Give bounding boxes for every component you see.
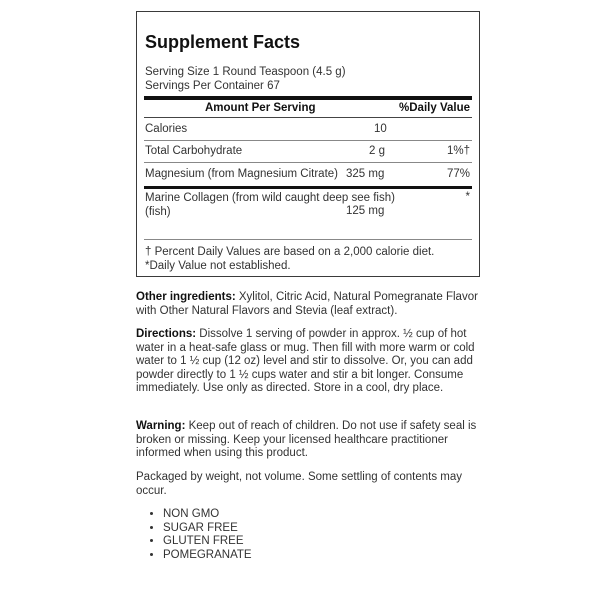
servings-per-container: Servings Per Container 67 bbox=[145, 80, 280, 92]
directions-label: Directions: bbox=[136, 328, 197, 340]
nutrient-row-carbohydrate bbox=[144, 140, 472, 163]
list-item: • SUGAR FREE bbox=[163, 522, 252, 536]
nutrient-name: Total Carbohydrate bbox=[145, 145, 243, 157]
list-item: • NON GMO bbox=[163, 508, 252, 522]
nutrient-row-marine-collagen bbox=[144, 189, 472, 240]
nutrient-amount: 125 mg bbox=[346, 205, 385, 217]
amount-per-serving-header: Amount Per Serving bbox=[205, 102, 316, 114]
packaging-note: Packaged by weight, not volume. Some settling of contents may occur. bbox=[136, 471, 463, 497]
nutrient-row-magnesium bbox=[144, 162, 472, 189]
nutrient-daily-value: * bbox=[465, 191, 470, 203]
facts-header-row bbox=[144, 100, 472, 118]
nutrient-row-calories bbox=[144, 118, 472, 141]
nutrient-name: Marine Collagen (from wild caught deep see fish) (fish) bbox=[145, 192, 395, 218]
not-established-footnote: *Daily Value not established. bbox=[145, 260, 291, 272]
warning-label: Warning: bbox=[136, 420, 186, 432]
product-claims-list bbox=[136, 508, 252, 562]
other-ingredients-section bbox=[136, 291, 482, 318]
nutrient-amount: 10 bbox=[374, 123, 387, 135]
nutrient-daily-value: 1%† bbox=[446, 145, 470, 157]
warning-section bbox=[136, 420, 482, 461]
panel-title: Supplement Facts bbox=[145, 32, 301, 52]
other-ingredients-label: Other ingredients: bbox=[136, 291, 236, 303]
directions-section bbox=[136, 328, 482, 396]
daily-value-footnote: † Percent Daily Values are based on a 2,000 calorie diet. bbox=[145, 246, 435, 258]
nutrient-amount: 325 mg bbox=[346, 168, 385, 180]
nutrient-daily-value: 77% bbox=[446, 168, 470, 180]
directions-text: Dissolve 1 serving of powder in approx. ½ cup of hot water in a heat-safe glass or mug. Then fill with more warm or cold water to 1 ½ cup (12 oz) level and stir to dissolve. Or, you can add powder directly to 1 ½ cups water and stir a bit longer. Consume immediately. Use only as directed. Store in a cool, dry place. bbox=[136, 328, 475, 394]
list-item: • GLUTEN FREE bbox=[163, 535, 252, 549]
supplement-facts-panel bbox=[136, 11, 480, 277]
other-ingredients-text: Xylitol, Citric Acid, Natural Pomegranate Flavor with Other Natural Flavors and Stevia (leaf extract). bbox=[136, 291, 478, 317]
nutrient-amount: 2 g bbox=[369, 145, 385, 157]
daily-value-header: %Daily Value bbox=[399, 102, 470, 114]
nutrient-name: Magnesium (from Magnesium Citrate) bbox=[145, 168, 339, 180]
nutrient-name: Calories bbox=[145, 123, 188, 135]
list-item: • POMEGRANATE bbox=[163, 549, 252, 563]
warning-text: Keep out of reach of children. Do not use if safety seal is broken or missing. Keep your licensed healthcare practitioner informed when using this product. bbox=[136, 420, 477, 459]
serving-size: Serving Size 1 Round Teaspoon (4.5 g) bbox=[145, 66, 346, 78]
